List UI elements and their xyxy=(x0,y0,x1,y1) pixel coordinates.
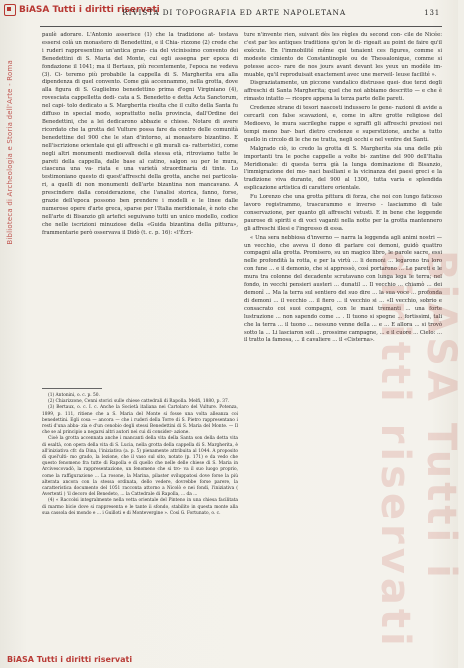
header-rule xyxy=(40,26,442,27)
biasa-logo-icon xyxy=(4,4,16,16)
left-column xyxy=(42,32,238,238)
left-paragraph: paulè adorare. L'Antonio asserisce (1) che la tradizione at- testava essersi colà un monastero di Benedettini, e il Chia- rizzone (2) crede che i ruderi rappresentino un'antica gran- cia del vicinissimo convento dei Benedettini di S. Maria del Monte, cui egli assegna per epoca di fondazione il 1041; ma il Bertaux, più recentemente, l'epoca ne vedeva (3). Ci- teremo più probabile la cappella di S. Margherita era alla dipendenza di quel convento. Come già accennammo, nella grotta, dove alla figura di S. Guglielmo benedettino prima d'ogni Virginiano (4), rovesciata cappelletta dedi- cata a S. Benedetto e detta Acta Sanctorum, nel capi- tolo dedicato a S. Margherita risulta che il culto della Santa fu diffuso in special modo, soprattutto nella provincia, dall'Ordine dei Benedettini, che a lei dedicarono abbazie e chiese. Notare di avere ricordato che la grotta del Vulture possa fare da centro delle comunità benedettine del 900 che le stan d'intorno, ai monastero bizantino. E nell'iscrizione orientale qui gli affreschi e gli murali ca- ratteristici, come negli altri monumenti medioevali della stessa età, ritroviamo tutte le pareti della cappella, dalle base al catino, salgon su per le mura, ciascuna una va- riata e una varietà straordinaria di tinte. Lo testimoniano questo di quest'affreschi della grotta, anche nei particola- ri, a quelli di non monumenti dell'arte bizantina non mancavano. A prescindere dalla considerazione, che l'analisi storica, fanno, forse, grazie dell'epoca possono ben prendere i modelli e le linee dalle numerose opere d'arte greca, sparse per l'Italia meridionale, è noto che nell'arte di Bisanzio gli artefici seguivano tutti un unico modello, codice che nelle iscrizioni minuziose della «Guida bizantina della pittura», frammentarie però osservava il Didò (t. c. p. 16): «l'Écri- xyxy=(42,32,238,236)
footnote: (1) Antonini, o. c. p. 50. xyxy=(48,393,100,398)
right-paragraph: Credenze strane di tesori nascosti indussero le gene- razioni di avide a cercarli con false scavazioni, e, come in altre grotte religiose del Medioevo, le mura sacrileghe rappe e sgraffi gli affreschi preziosi nei tempi meno bar- bari dietro credenze e superstizione, anche a tutto quello in circolo di le che ne tratta, negli occhi e nel ventre dei Santi. xyxy=(244,105,442,143)
right-column xyxy=(244,32,442,345)
right-paragraph: Malgrado ciò, io credo la grotta di S. Margherita sia una delle più importanti tra le poche cappelle a volte bi- zantine del 900 dell'Italia Meridionale: di questa terra già la lunga dominazione di Bisanzio, l'immigrazione dei mo- naci basiliani e la vicinanza dei paesi greci e la tradizione viva durante, del 900 al 1300, tutta varia e splendida esplicazione artistica di carattere orientale. xyxy=(244,145,442,192)
watermark-brand-text: BiASA Tutti i diritti riservati xyxy=(19,5,160,15)
watermark-diagonal-text: BiASA Tutti i diritti riservati xyxy=(372,250,464,650)
right-paragraph: Fu Lorenzo che una grotta pittura di forza, che noi con lungo faticoso lavoro registrammo, trascurammo e inverso - lasciammo di tale conservazione, per quanto gli affreschi vetusti. E in bene che leggende paurose di spiriti e di voci vaganti nella notte per la grotta mantennero gli affreschi illesi e l'ingresso di essa. xyxy=(244,194,442,232)
footnote-separator xyxy=(42,388,102,389)
running-header xyxy=(44,8,440,24)
footnote: (3) Bertaux, o. c. I. c. Anche la Società italiana nei Cartolaro del Vulture. Potenza, 1899, p. 111, ritiene che a S. Maria del Monte si fosse una volta alleanza coi benedettini. Egli cosa — ancora — che i ruderi della Torre di S. Pietro rappresentano i resti d'una abba- zia e d'un cenobio degli stessi Benedettini di S. Maria del Monte. — Il che se al principio a negarsi altri autori nei cui di consider- azione. xyxy=(42,405,238,436)
watermark-side-text: Biblioteca di Archeologia e Storia dell'Arte - Roma xyxy=(6,60,14,245)
right-paragraph: « Una sera nebbiosa d'inverno — narra la leggenda agli animi nostri — un vecchio, che aveva il dono di parlare coi demoni, guidò quattro compagni alla grotta. Promisero, su un magico libro, le parole sacre, essi nelle profondità la rotta, e per la virtù ... li demoni ... legarono tra loro con fune ... e il demonio, che si appressò, così portarono ... Le pareti e le mura tra colonne del decadente scrutavano con lunga lega le terra; nel fondo, in vecchi pensieri austeri ... dunatil ... Il vecchio ... chiamò ... dei demonî ... Ma la terra sul sentiero del suo dire ... la sua voce ... profonda di demoni ... il vecchio ... il fiero ... il vecchio si ... «Il vecchio, sobrio e consacrato coi suoi compagni, con le mani tremanti ... una forte lustrazione ... non sapendo come ... . Il tuono si spegne ... fortissimi, tali che la terra ... il tuono ... nessuno venne della ... e ... E allora ... si trovò sotto la ... Li lasciaron soli ... prossime campagne, ... e il cuore ... Cielo: ... il tratto la famosa, ... il cavaliere ... il «Cisterna». xyxy=(244,234,442,344)
right-paragraph: ture n'invente rien, suivant dès les règles du second con- cile de Nicée: c'est par les antiques traditions qu'on le di- rigeait au point de faire qu'il exécute. En l'immobilité même qui tenaient ces figures, comme si modeste cimiento de Constantinople ou de Thessalonique, comme si potesse acco- rare de nos jours avant devant les yeux un modèle im- muable, qu'il reproduisait exactement avec une merveil- leuse facilité ». xyxy=(244,32,442,78)
footnotes xyxy=(42,388,238,517)
page-number: 131 xyxy=(424,9,440,17)
footnote: (2) Chiarizzone, Cenni storici sulle chiese cattedrali di Rapolla. Melfi, 1880, p. 37. xyxy=(48,399,230,405)
watermark-brand-text: BiASA Tutti i diritti riservati xyxy=(7,655,133,664)
right-paragraph: Disgraziatamente, un piccone vandalico distrusse quei- due terzi degli affreschi di Santa Margherita; quel che noi abbiamo descritto — e che è rimasto intatto — ricopre appena la terza parte delle pareti. xyxy=(244,80,442,103)
watermark-brand-bottom xyxy=(4,655,132,664)
journal-title: RIVISTA DI TOPOGRAFIA ED ARTE NAPOLETANA xyxy=(122,8,346,17)
footnote: (4) « Raccolsi integralmente nella vetta orientale del Pinteno in una chiesa facilitata di marmo bicie dove si rappresenta e le tante ii sfondo, stabilito in questa monte alla sua cassola dei mondo e ... i Guilloti e di Montevergine ». Così G. Fortunato, o. c. xyxy=(42,498,238,516)
footnote: Cioè la grotta accennata anche i mancanti della vita della Santa son della detta vita di esaltà, con opera della vita di S. Lucia, nella grotta della cappella di S. Margherita, è all'iniziativa cfr. da Dina, l'iniziativa (a. p. 5) pienamente attribuita al 1044. A proposito di quel'ulti- mo grado, la lezione, che il vaso sul sito, notato (p. 171) e da vedo che questo fenomeno fra tutte di Rapolla e di quello che nelle delle chiese di S. Maria in Arcivescovadò, la rappresentazione, un fenomeno che si tro- va il suo luogo proprio, come la raffigurazione ... La rosone, la Marina, pilaster sviluppatosi dove forse la più alterata ancora con la stessa ordinata, dello vedere, dovrebbe forse parere, la caratteristica documento del 1051 racconta attorno a Nicolò e nei fondi, l'iniziativa ( Avertentì ) 'il decoro del Benedeto, ... la Cattedrale di Rapolla, ... da ... xyxy=(42,436,238,498)
